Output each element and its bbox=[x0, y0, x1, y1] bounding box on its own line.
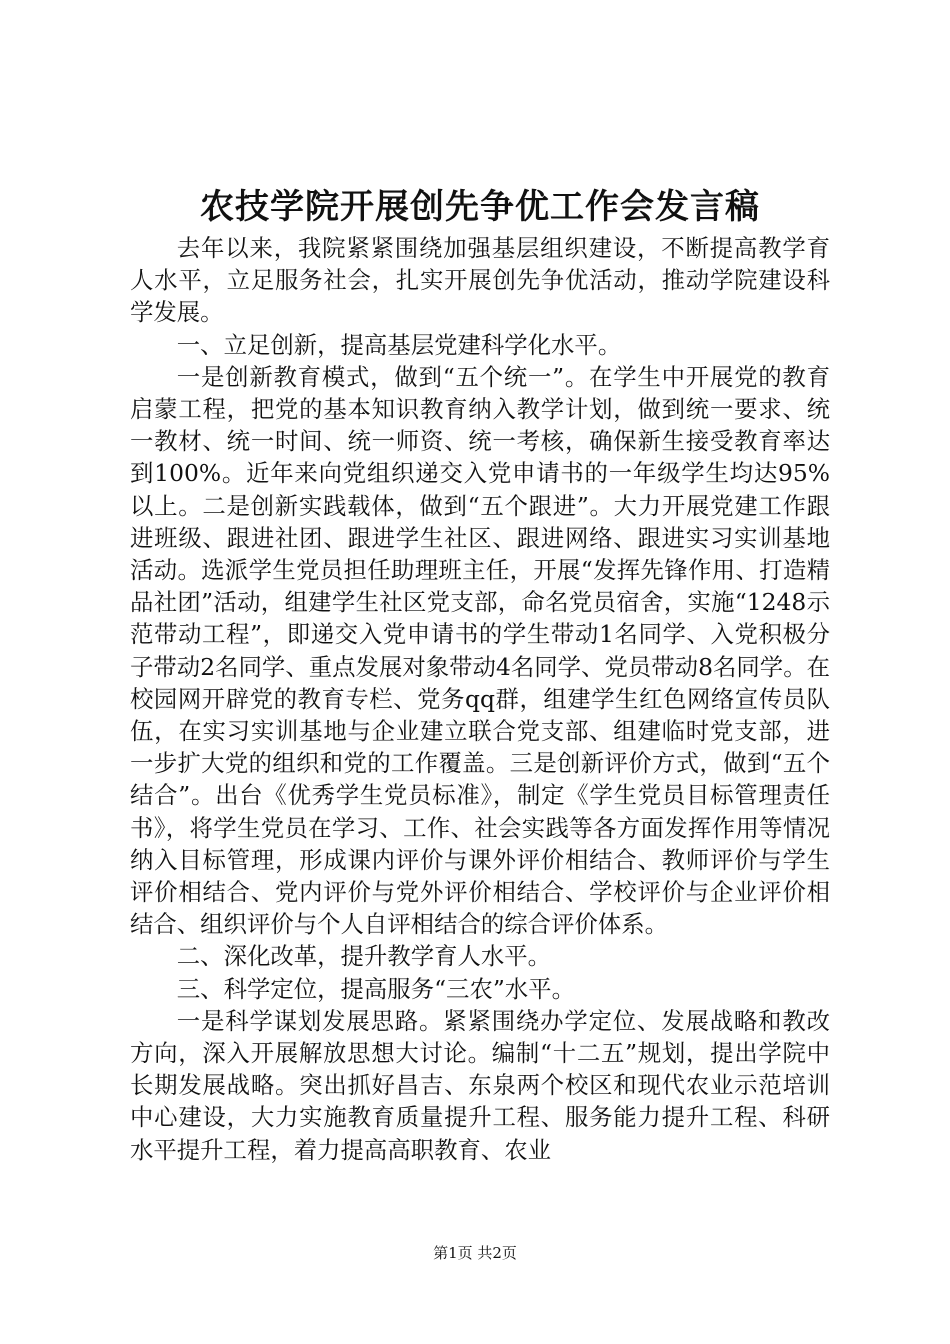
paragraph-section-3-heading: 三、科学定位，提高服务“三农”水平。 bbox=[176, 974, 575, 1003]
paragraph-intro: 去年以来，我院紧紧围绕加强基层组织建设，不断提高教学育人水平，立足服务社会，扎实开展创先争优活动，推动学院建设科学发展。 bbox=[130, 234, 830, 327]
document-title: 农技学院开展创先争优工作会发言稿 bbox=[200, 187, 760, 227]
document-body bbox=[130, 232, 830, 1166]
paragraph-section-2-heading: 二、深化改革，提升教学育人水平。 bbox=[176, 942, 552, 971]
paragraph-section-3-body: 一是科学谋划发展思路。紧紧围绕办学定位、发展战略和教改方向，深入开展解放思想大讨论。编制“十二五”规划，提出学院中长期发展战略。突出抓好昌吉、东泉两个校区和现代农业示范培训中心建设，大力实施教育质量提升工程、服务能力提升工程、科研水平提升工程，着力提高高职教育、农业 bbox=[130, 1006, 830, 1164]
paragraph-section-1-body: 一是创新教育模式，做到“五个统一”。在学生中开展党的教育启蒙工程，把党的基本知识教育纳入教学计划，做到统一要求、统一教材、统一时间、统一师资、统一考核，确保新生接受教育率达到100%。近年来向党组织递交入党申请书的一年级学生均达95%以上。二是创新实践载体，做到“五个跟进”。大力开展党建工作跟进班级、跟进社团、跟进学生社区、跟进网络、跟进实习实训基地活动。选派学生党员担任助理班主任，开展“发挥先锋作用、打造精品社团”活动，组建学生社区党支部，命名党员宿舍，实施“1248示范带动工程”，即递交入党申请书的学生带动1名同学、入党积极分子带动2名同学、重点发展对象带动4名同学、党员带动8名同学。在校园网开辟党的教育专栏、党务qq群，组建学生红色网络宣传员队伍，在实习实训基地与企业建立联合党支部、组建临时党支部，进一步扩大党的组织和党的工作覆盖。三是创新评价方式，做到“五个结合”。出台《优秀学生党员标准》，制定《学生党员目标管理责任书》，将学生党员在学习、工作、社会实践等各方面发挥作用等情况纳入目标管理，形成课内评价与课外评价相结合、教师评价与学生评价相结合、党内评价与党外评价相结合、学校评价与企业评价相结合、组织评价与个人自评相结合的综合评价体系。 bbox=[130, 362, 830, 939]
page-footer: 第1页 共2页 bbox=[433, 1244, 517, 1262]
paragraph-section-1-heading: 一、立足创新，提高基层党建科学化水平。 bbox=[176, 330, 622, 359]
